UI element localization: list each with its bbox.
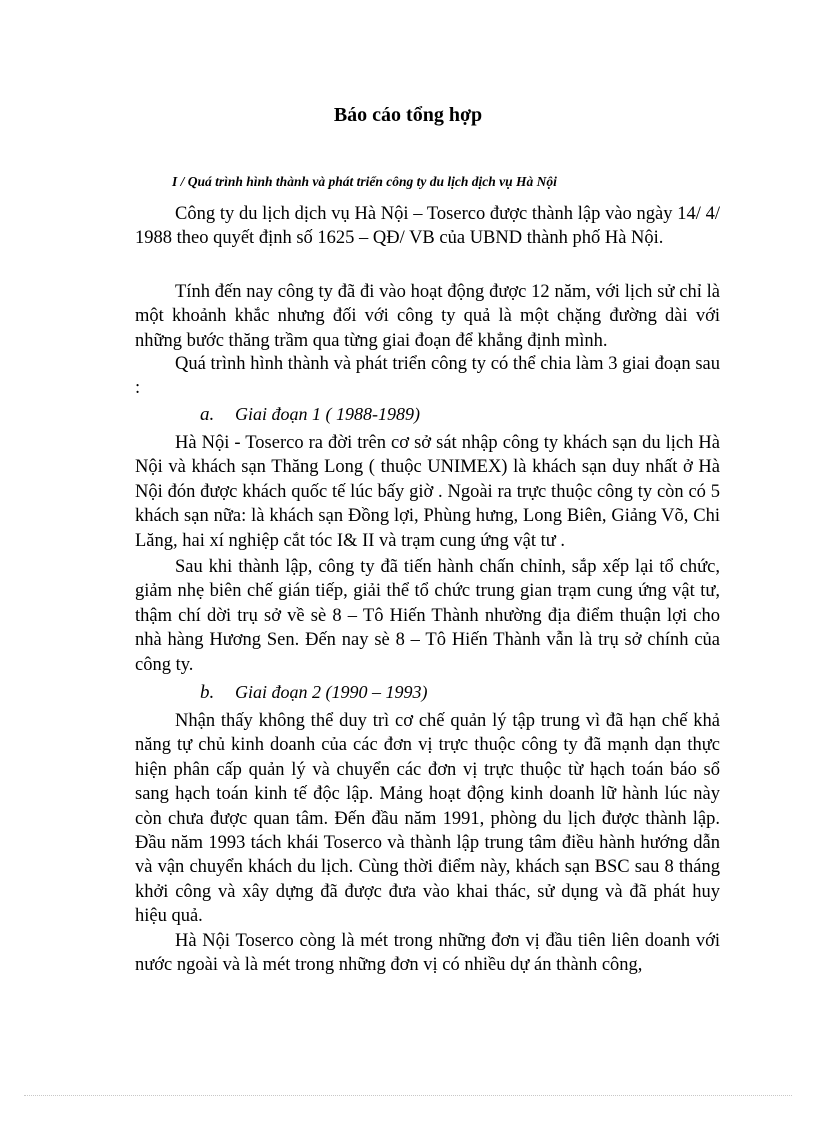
subheading-stage-2 (200, 682, 428, 704)
paragraph-history: Tính đến nay công ty đã đi vào hoạt động được 12 năm, với lịch sử chỉ là một khoảnh khắc nhưng đối với công ty quả là một chặng đường dài với những bước thăng trầm qua từng giai đoạn để khẳng định mình. (135, 282, 720, 351)
paragraph-stages-intro: Quá trình hình thành và phát triển công ty có thể chia làm 3 giai đoạn sau : (135, 354, 720, 399)
subheading-text: Giai đoạn 1 ( 1988-1989) (235, 404, 420, 424)
paragraph-stage-2-body: Nhận thấy không thể duy trì cơ chế quản lý tập trung vì đã hạn chế khả năng tự chủ kinh doanh của các đơn vị trực thuộc công ty đã mạnh dạn thực hiện phân cấp quản lý và chuyển các đơn vị trực thuộc từ hạch toán báo sổ sang hạch toán kinh tế độc lập. Mảng hoạt động kinh doanh lữ hành lúc này còn chưa được quan tâm. Đến đầu năm 1991, phòng du lịch được thành lập. Đầu năm 1993 tách khái Toserco và thành lập trung tâm điều hành hướng dẫn và vận chuyển khách du lịch. Cùng thời điểm này, khách sạn BSC sau 8 tháng khởi công và xây dựng đã được đưa vào khai thác, sử dụng và đã phát huy hiệu quả. (135, 711, 720, 927)
subheading-marker: a. (200, 404, 215, 425)
subheading-text: Giai đoạn 2 (1990 – 1993) (235, 682, 428, 702)
document-title: Báo cáo tổng hợp (333, 104, 483, 126)
subheading-stage-1 (200, 404, 420, 426)
paragraph-reorganization: Sau khi thành lập, công ty đã tiến hành chấn chỉnh, sắp xếp lại tổ chức, giảm nhẹ biên chế gián tiếp, giải thể tổ chức trung gian trạm cung ứng vật tư, thậm chí dời trụ sở về sè 8 – Tô Hiến Thành nhường địa điểm thuận lợi cho nhà hàng Hương Sen. Đến nay sè 8 – Tô Hiến Thành vẫn là trụ sở chính của công ty. (135, 557, 720, 675)
paragraph-stage-1-body: Hà Nội - Toserco ra đời trên cơ sở sát nhập công ty khách sạn du lịch Hà Nội và khách sạn Thăng Long ( thuộc UNIMEX) là khách sạn duy nhất ở Hà Nội đón được khách quốc tế lúc bấy giờ . Ngoài ra trực thuộc công ty còn có 5 khách sạn nữa: là khách sạn Đồng lợi, Phùng hưng, Long Biên, Giảng Võ, Chi Lăng, hai xí nghiệp cắt tóc I& II và trạm cung ứng vật tư . (135, 433, 720, 551)
subheading-marker: b. (200, 682, 215, 703)
paragraph-founding: Công ty du lịch dịch vụ Hà Nội – Toserco được thành lập vào ngày 14/ 4/ 1988 theo quyết định số 1625 – QĐ/ VB của UBND thành phố Hà Nội. (135, 204, 720, 249)
page-bottom-divider (24, 1095, 792, 1096)
section-heading: I / Quá trình hình thành và phát triển công ty du lịch dịch vụ Hà Nội (172, 174, 557, 189)
paragraph-joint-venture: Hà Nội Toserco còng là mét trong những đơn vị đầu tiên liên doanh với nước ngoài và là mét trong những đơn vị có nhiều dự án thành công, (135, 931, 720, 976)
